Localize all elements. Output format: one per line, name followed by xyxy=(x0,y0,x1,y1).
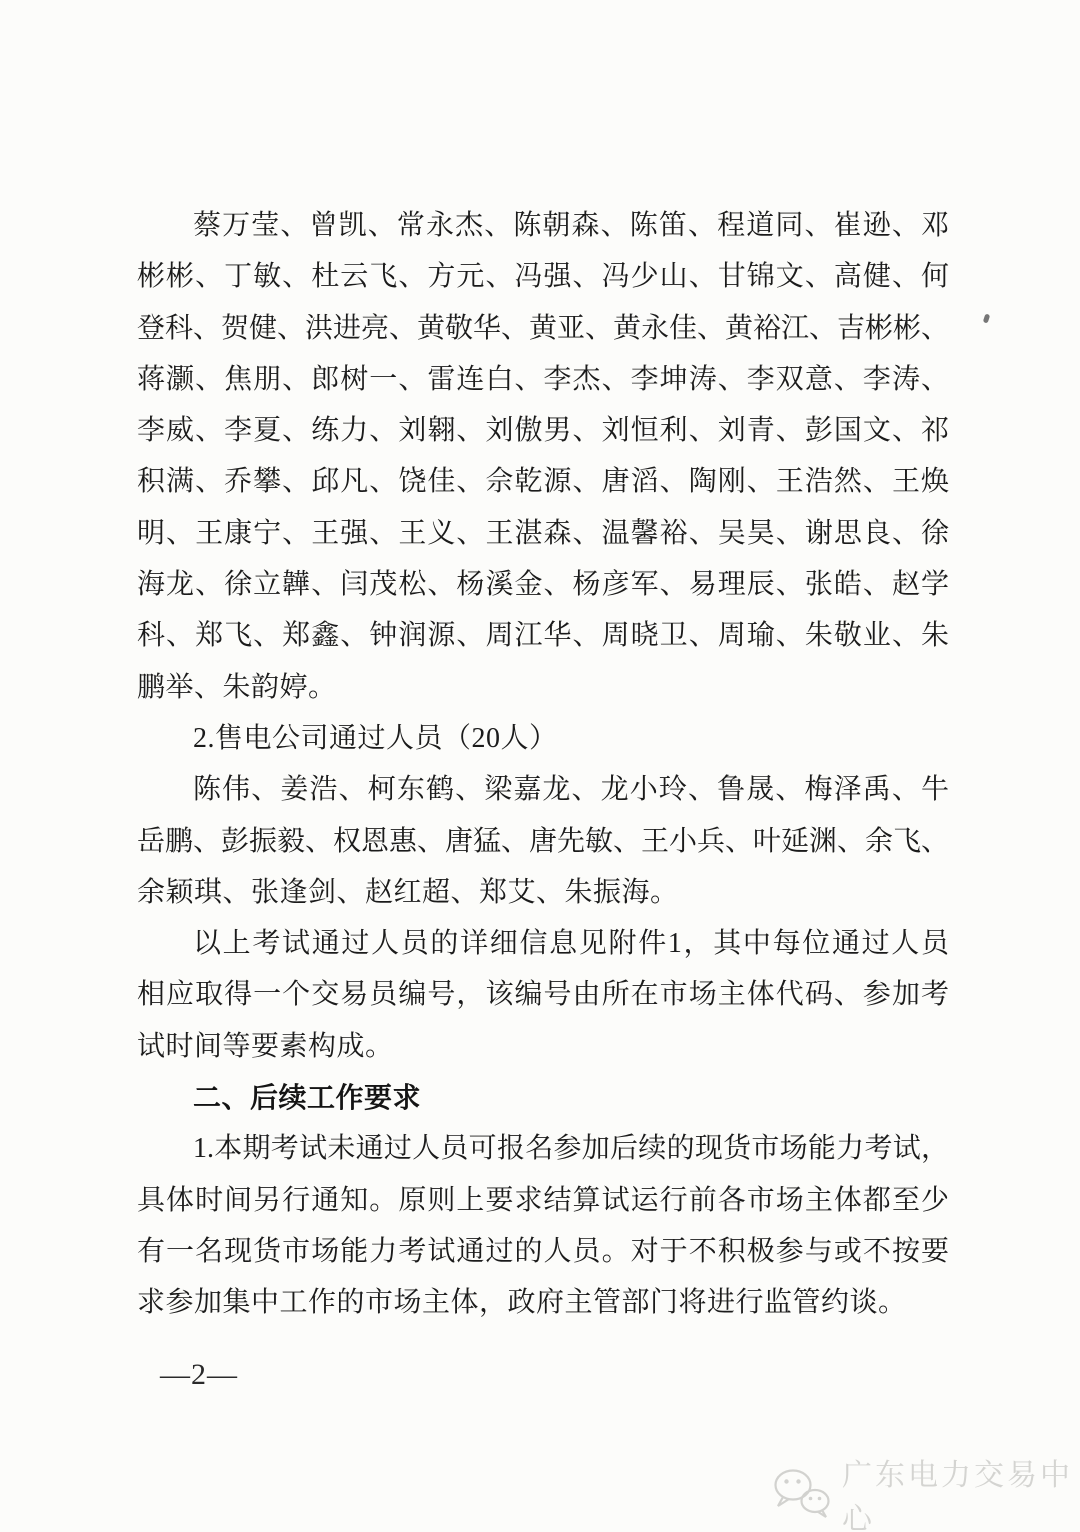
text-line: 余颖琪、张逢剑、赵红超、郑艾、朱振海。 xyxy=(137,876,679,908)
text-line: 鹏举、朱韵婷。 xyxy=(137,671,337,703)
text-line: 岳鹏、彭振毅、权恩惠、唐猛、唐先敏、王小兵、叶延渊、余飞、 xyxy=(137,825,950,857)
list-section-title: 2.售电公司通过人员（20人） xyxy=(193,722,558,754)
text-line: 李威、李夏、练力、刘翱、刘傲男、刘恒利、刘青、彭国文、祁 xyxy=(137,415,949,447)
text-line: 1.本期考试未通过人员可报名参加后续的现货市场能力考试， xyxy=(193,1133,949,1165)
text-line: 相应取得一个交易员编号，该编号由所在市场主体代码、参加考 xyxy=(137,979,949,1011)
text-line: 登科、贺健、洪进亮、黄敬华、黄亚、黄永佳、黄裕江、吉彬彬、 xyxy=(137,312,950,344)
text-line: 明、王康宁、王强、王义、王湛森、温馨裕、吴昊、谢思良、徐 xyxy=(137,517,949,549)
text-line: 陈伟、姜浩、柯东鹤、梁嘉龙、龙小玲、鲁晟、梅泽禹、牛 xyxy=(193,774,949,806)
text-line: 以上考试通过人员的详细信息见附件1，其中每位通过人员 xyxy=(193,928,949,960)
text-line: 彬彬、丁敏、杜云飞、方元、冯强、冯少山、甘锦文、高健、何 xyxy=(137,261,949,293)
wechat-icon xyxy=(772,1468,832,1520)
watermark-label: 广东电力交易中心 xyxy=(842,1459,1073,1532)
text-line: 积满、乔攀、邱凡、饶佳、佘乾源、唐滔、陶刚、王浩然、王焕 xyxy=(137,466,949,498)
text-line: 试时间等要素构成。 xyxy=(137,1030,394,1062)
text-line: 具体时间另行通知。原则上要求结算试运行前各市场主体都至少 xyxy=(137,1184,949,1216)
text-line: 科、郑飞、郑鑫、钟润源、周江华、周晓卫、周瑜、朱敬业、朱 xyxy=(137,620,949,652)
text-line: 海龙、徐立韡、闫茂松、杨溪金、杨彦军、易理辰、张皓、赵学 xyxy=(137,569,949,601)
document-body xyxy=(137,200,949,1329)
page-number: —2— xyxy=(160,1358,238,1391)
scan-artifact xyxy=(983,313,991,323)
text-line: 求参加集中工作的市场主体，政府主管部门将进行监管约谈。 xyxy=(137,1287,907,1319)
text-line: 有一名现货市场能力考试通过的人员。对于不积极参与或不按要 xyxy=(137,1235,949,1267)
text-line: 蔡万莹、曾凯、常永杰、陈朝森、陈笛、程道同、崔逊、邓 xyxy=(193,210,949,241)
section-heading: 二、后续工作要求 xyxy=(193,1082,422,1114)
text-line: 蒋灏、焦朋、郎树一、雷连白、李杰、李坤涛、李双意、李涛、 xyxy=(137,363,949,395)
watermark xyxy=(772,1450,1080,1532)
